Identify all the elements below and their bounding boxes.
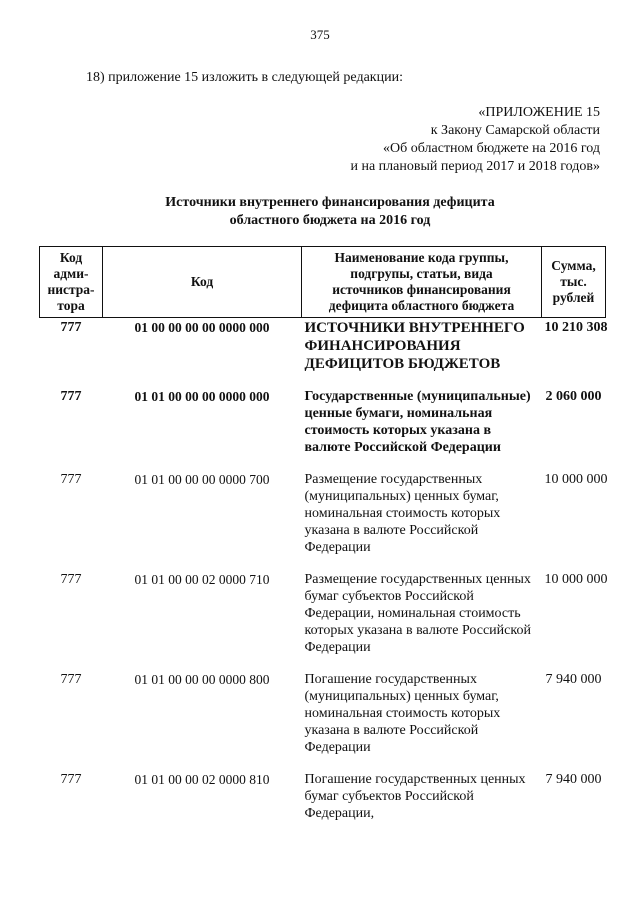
table-row (40, 571, 606, 671)
appendix-line: к Закону Самарской области (430, 123, 600, 138)
cell-name: Погашение государственных ценных бумаг субъектов Российской Федерации, (304, 772, 526, 821)
header-sum: Сумма, тыс. рублей (542, 247, 606, 318)
table-row (40, 671, 606, 771)
cell-code: 01 01 00 00 02 0000 710 (134, 572, 270, 587)
cell-code: 01 00 00 00 00 0000 000 (134, 320, 270, 335)
cell-code: 01 01 00 00 02 0000 810 (134, 772, 270, 787)
financing-sources-table (39, 246, 606, 837)
cell-name: Размещение государственных (муниципальных) ценных бумаг, номинальная стоимость которых указана в валюте Российской Федерации (304, 472, 501, 555)
cell-name: ИСТОЧНИКИ ВНУТРЕННЕГО ФИНАНСИРОВАНИЯ ДЕФИЦИТОВ БЮДЖЕТОВ (304, 320, 525, 372)
cell-name: Государственные (муниципальные) ценные бумаги, номинальная стоимость которых указана в валюте Российской Федерации (304, 389, 531, 455)
appendix-header (300, 104, 600, 176)
cell-sum: 10 000 000 (544, 472, 608, 487)
title-line: областного бюджета на 2016 год (229, 213, 431, 228)
table-row (40, 471, 606, 571)
table-row (40, 771, 606, 837)
cell-admin: 777 (60, 389, 82, 404)
cell-code: 01 01 00 00 00 0000 700 (134, 472, 270, 487)
cell-admin: 777 (60, 672, 82, 687)
cell-name: Погашение государственных (муниципальных) ценных бумаг, номинальная стоимость которых указана в валюте Российской Федерации (304, 672, 501, 755)
cell-code: 01 01 00 00 00 0000 800 (134, 672, 270, 687)
cell-admin: 777 (60, 572, 82, 587)
cell-admin: 777 (60, 320, 82, 335)
cell-name: Размещение государственных ценных бумаг субъектов Российской Федерации, номинальная стоимость которых указана в валюте Российской Федерации (304, 572, 531, 655)
header-code: Код (103, 247, 302, 318)
cell-sum: 7 940 000 (545, 672, 602, 687)
cell-admin: 777 (60, 772, 82, 787)
page-number: 375 (310, 27, 330, 42)
cell-admin: 777 (60, 472, 82, 487)
cell-code: 01 01 00 00 00 0000 000 (134, 389, 270, 404)
appendix-line: «ПРИЛОЖЕНИЕ 15 (478, 105, 600, 120)
cell-sum: 2 060 000 (545, 389, 602, 404)
table-row (40, 318, 606, 389)
cell-sum: 10 210 308 (544, 320, 608, 335)
table-header-row (40, 247, 606, 318)
cell-sum: 10 000 000 (544, 572, 608, 587)
intro-text: 18) приложение 15 изложить в следующей редакции: (86, 70, 403, 85)
title-line: Источники внутреннего финансирования дефицита (165, 195, 495, 210)
header-name: Наименование кода группы, подгрупы, статьи, вида источников финансирования дефицита областного бюджета (302, 247, 542, 318)
cell-sum: 7 940 000 (545, 772, 602, 787)
header-admin: Код адми- нистра- тора (40, 247, 103, 318)
document-title (80, 194, 580, 230)
appendix-line: «Об областном бюджете на 2016 год (383, 141, 600, 156)
appendix-line: и на плановый период 2017 и 2018 годов» (350, 159, 600, 174)
table-row (40, 388, 606, 471)
